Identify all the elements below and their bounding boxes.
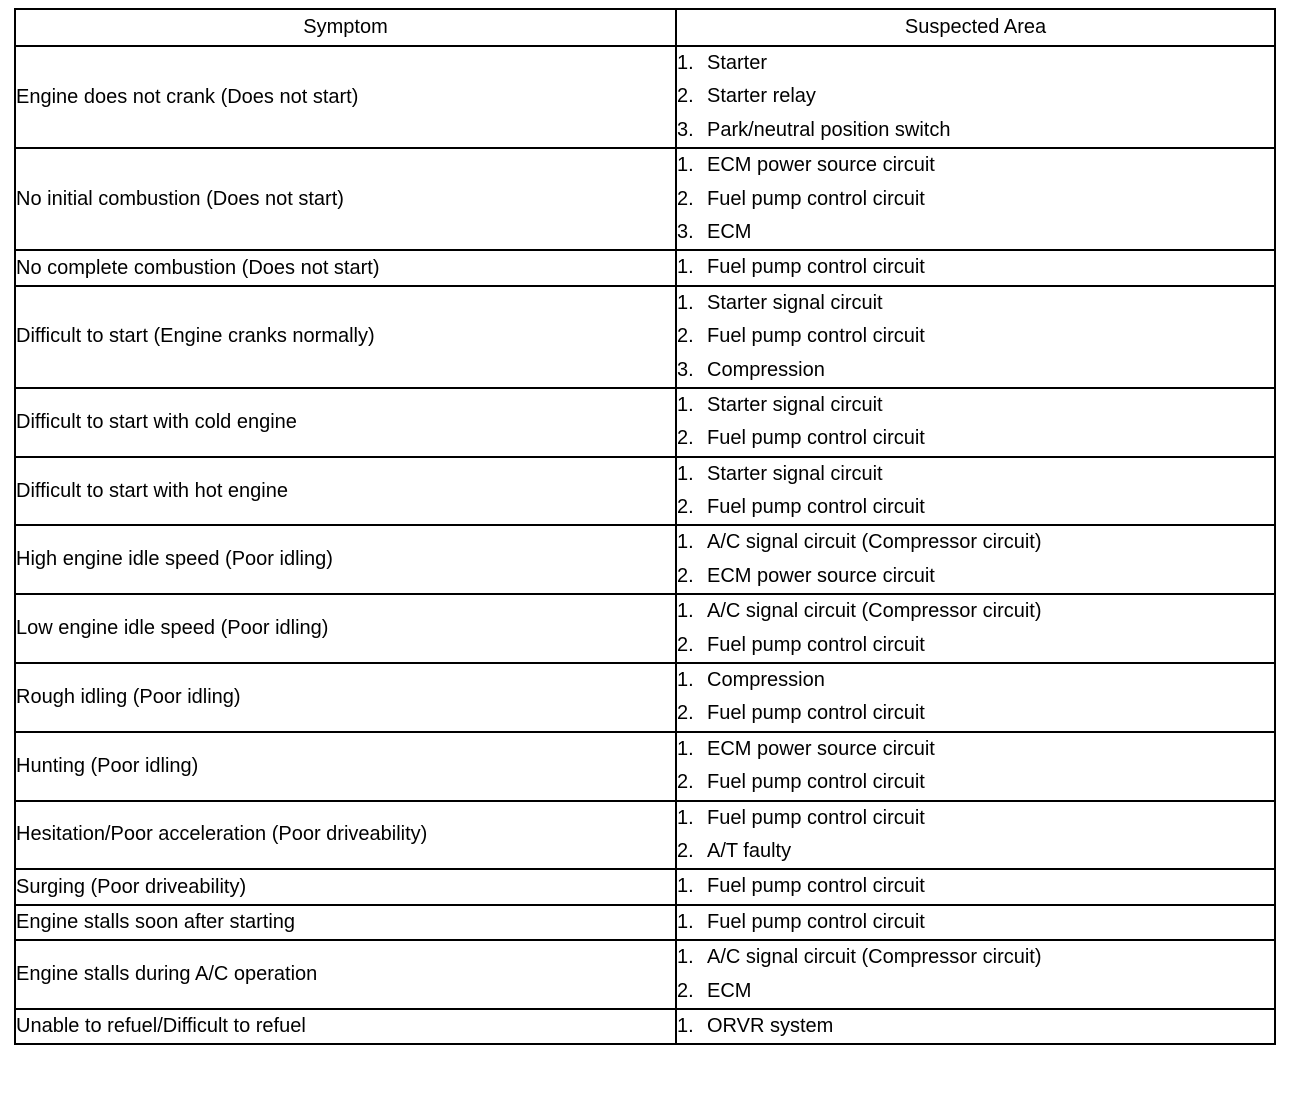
suspected-area-cell	[676, 457, 1275, 526]
item-text: ECM power source circuit	[707, 154, 935, 177]
item-number: 3.	[677, 118, 694, 141]
table-row	[15, 388, 1275, 457]
item-text: Fuel pump control circuit	[707, 875, 925, 898]
symptom-cell: Surging (Poor driveability)	[15, 869, 676, 904]
table-row	[15, 732, 1275, 801]
suspected-area-list	[677, 251, 1274, 284]
item-number: 3.	[677, 358, 694, 381]
item-text: A/T faulty	[707, 839, 792, 862]
header-symptom: Symptom	[15, 9, 676, 46]
suspected-area-item	[677, 664, 1274, 697]
table-row	[15, 148, 1275, 250]
item-number: 2.	[677, 85, 694, 108]
suspected-area-list	[677, 149, 1274, 249]
item-number: 3.	[677, 220, 694, 243]
suspected-area-item	[677, 216, 1274, 249]
item-text: Fuel pump control circuit	[707, 427, 925, 450]
suspected-area-list	[677, 664, 1274, 731]
item-number: 2.	[677, 496, 694, 519]
suspected-area-item	[677, 354, 1274, 387]
suspected-area-item	[677, 835, 1274, 868]
table-header	[15, 9, 1275, 46]
item-number: 2.	[677, 325, 694, 348]
symptom-cell: Unable to refuel/Difficult to refuel	[15, 1009, 676, 1044]
suspected-area-list	[677, 458, 1274, 525]
suspected-area-item	[677, 733, 1274, 766]
item-number: 1.	[677, 531, 694, 554]
item-text: Compression	[707, 669, 825, 692]
table-row	[15, 594, 1275, 663]
symptom-cell: Low engine idle speed (Poor idling)	[15, 594, 676, 663]
symptom-cell: Difficult to start with cold engine	[15, 388, 676, 457]
suspected-area-list	[677, 906, 1274, 939]
item-number: 1.	[677, 1014, 694, 1037]
item-number: 1.	[677, 910, 694, 933]
symptom-cell: Hesitation/Poor acceleration (Poor driveability)	[15, 801, 676, 870]
suspected-area-cell	[676, 525, 1275, 594]
table-row	[15, 905, 1275, 940]
symptom-cell: No complete combustion (Does not start)	[15, 250, 676, 285]
item-text: ORVR system	[707, 1014, 834, 1037]
item-number: 1.	[677, 462, 694, 485]
suspected-area-item	[677, 422, 1274, 455]
item-text: Fuel pump control circuit	[707, 256, 925, 279]
table-body	[15, 46, 1275, 1044]
item-text: A/C signal circuit (Compressor circuit)	[707, 531, 1042, 554]
suspected-area-list	[677, 47, 1274, 147]
item-text: Compression	[707, 358, 825, 381]
suspected-area-item	[677, 320, 1274, 353]
item-text: Starter	[707, 52, 768, 74]
suspected-area-item	[677, 629, 1274, 662]
suspected-area-list	[677, 941, 1274, 1008]
item-text: Park/neutral position switch	[707, 118, 951, 141]
suspected-area-item	[677, 114, 1274, 147]
symptom-cell: Difficult to start with hot engine	[15, 457, 676, 526]
suspected-area-item	[677, 389, 1274, 422]
table-row	[15, 1009, 1275, 1044]
item-number: 1.	[677, 393, 694, 416]
suspected-area-item	[677, 149, 1274, 182]
item-number: 1.	[677, 806, 694, 829]
item-number: 2.	[677, 187, 694, 210]
symptom-cell: Difficult to start (Engine cranks normally)	[15, 286, 676, 388]
suspected-area-cell	[676, 663, 1275, 732]
suspected-area-cell	[676, 388, 1275, 457]
table-row	[15, 46, 1275, 148]
symptom-cell: Rough idling (Poor idling)	[15, 663, 676, 732]
item-text: Starter relay	[707, 85, 816, 108]
suspected-area-item	[677, 251, 1274, 284]
suspected-area-list	[677, 526, 1274, 593]
item-number: 2.	[677, 702, 694, 725]
suspected-area-item	[677, 287, 1274, 320]
symptom-cell: Engine stalls during A/C operation	[15, 940, 676, 1009]
suspected-area-item	[677, 697, 1274, 730]
table-row	[15, 869, 1275, 904]
symptom-table	[14, 8, 1276, 1045]
table-row	[15, 525, 1275, 594]
item-text: Fuel pump control circuit	[707, 702, 925, 725]
symptom-cell: Engine does not crank (Does not start)	[15, 46, 676, 148]
suspected-area-list	[677, 595, 1274, 662]
suspected-area-cell	[676, 286, 1275, 388]
header-suspected-area: Suspected Area	[676, 9, 1275, 46]
item-text: ECM	[707, 979, 752, 1002]
item-text: Starter signal circuit	[707, 462, 883, 485]
symptom-cell: Engine stalls soon after starting	[15, 905, 676, 940]
suspected-area-cell	[676, 594, 1275, 663]
item-text: Fuel pump control circuit	[707, 187, 925, 210]
item-number: 1.	[677, 669, 694, 692]
item-number: 2.	[677, 633, 694, 656]
suspected-area-item	[677, 526, 1274, 559]
item-number: 2.	[677, 839, 694, 862]
suspected-area-item	[677, 802, 1274, 835]
item-text: Starter signal circuit	[707, 393, 883, 416]
suspected-area-item	[677, 80, 1274, 113]
table-row	[15, 663, 1275, 732]
suspected-area-item	[677, 458, 1274, 491]
item-text: Fuel pump control circuit	[707, 771, 925, 794]
table-row	[15, 286, 1275, 388]
suspected-area-list	[677, 1010, 1274, 1043]
suspected-area-cell	[676, 148, 1275, 250]
suspected-area-list	[677, 287, 1274, 387]
suspected-area-cell	[676, 46, 1275, 148]
suspected-area-cell	[676, 801, 1275, 870]
suspected-area-item	[677, 941, 1274, 974]
item-number: 1.	[677, 600, 694, 623]
item-number: 2.	[677, 427, 694, 450]
item-number: 1.	[677, 154, 694, 177]
suspected-area-cell	[676, 250, 1275, 285]
suspected-area-cell	[676, 905, 1275, 940]
item-text: Fuel pump control circuit	[707, 806, 925, 829]
item-text: ECM power source circuit	[707, 737, 935, 760]
item-number: 2.	[677, 564, 694, 587]
suspected-area-list	[677, 733, 1274, 800]
symptom-cell: No initial combustion (Does not start)	[15, 148, 676, 250]
item-text: Fuel pump control circuit	[707, 633, 925, 656]
item-text: A/C signal circuit (Compressor circuit)	[707, 946, 1042, 969]
item-number: 1.	[677, 291, 694, 314]
item-number: 1.	[677, 875, 694, 898]
table-row	[15, 940, 1275, 1009]
suspected-area-cell	[676, 940, 1275, 1009]
item-number: 1.	[677, 256, 694, 279]
suspected-area-item	[677, 766, 1274, 799]
suspected-area-cell	[676, 1009, 1275, 1044]
suspected-area-item	[677, 906, 1274, 939]
suspected-area-item	[677, 595, 1274, 628]
suspected-area-item	[677, 560, 1274, 593]
item-text: Fuel pump control circuit	[707, 496, 925, 519]
item-text: Starter signal circuit	[707, 291, 883, 314]
table-row	[15, 457, 1275, 526]
table-row	[15, 801, 1275, 870]
header-row	[15, 9, 1275, 46]
suspected-area-item	[677, 1010, 1274, 1043]
suspected-area-list	[677, 802, 1274, 869]
suspected-area-item	[677, 975, 1274, 1008]
item-text: ECM power source circuit	[707, 564, 935, 587]
item-text: A/C signal circuit (Compressor circuit)	[707, 600, 1042, 623]
suspected-area-item	[677, 183, 1274, 216]
item-number: 1.	[677, 737, 694, 760]
symptom-cell: High engine idle speed (Poor idling)	[15, 525, 676, 594]
symptom-cell: Hunting (Poor idling)	[15, 732, 676, 801]
item-number: 1.	[677, 52, 694, 74]
suspected-area-cell	[676, 869, 1275, 904]
suspected-area-list	[677, 389, 1274, 456]
item-number: 2.	[677, 771, 694, 794]
item-text: Fuel pump control circuit	[707, 325, 925, 348]
item-number: 2.	[677, 979, 694, 1002]
suspected-area-cell	[676, 732, 1275, 801]
suspected-area-list	[677, 870, 1274, 903]
suspected-area-item	[677, 870, 1274, 903]
table-row	[15, 250, 1275, 285]
item-text: ECM	[707, 220, 752, 243]
item-text: Fuel pump control circuit	[707, 910, 925, 933]
suspected-area-item	[677, 491, 1274, 524]
item-number: 1.	[677, 946, 694, 969]
suspected-area-item	[677, 47, 1274, 80]
